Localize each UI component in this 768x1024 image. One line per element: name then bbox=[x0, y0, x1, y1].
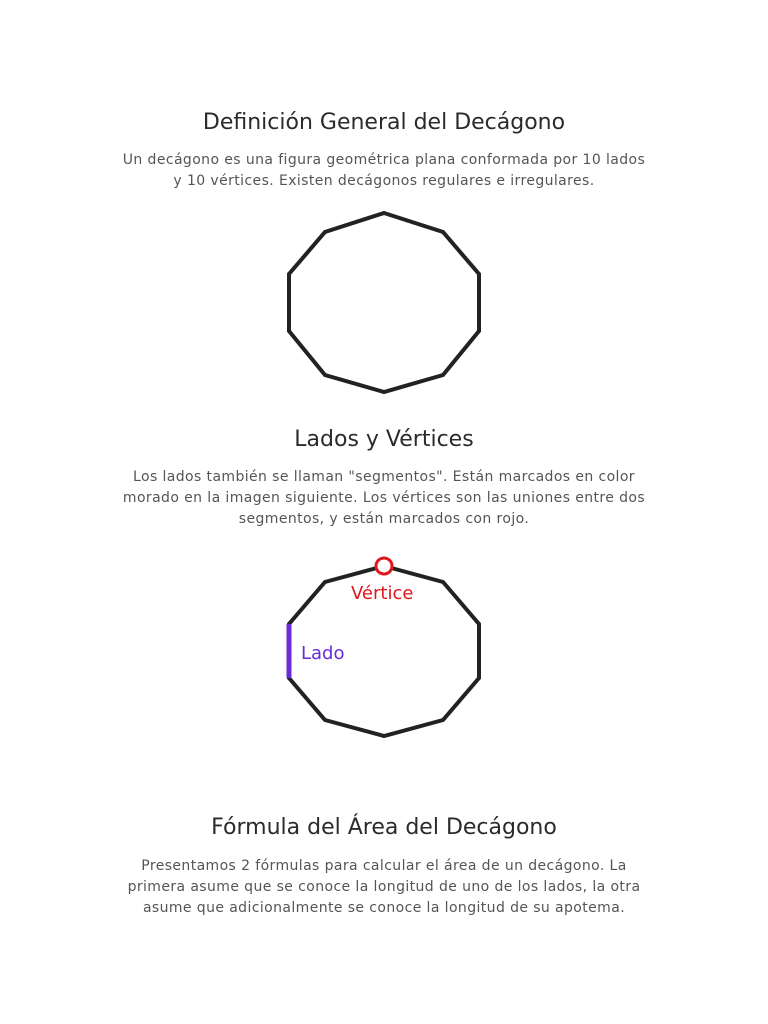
definition-line-1: Un decágono es una figura geométrica plana conformada por 10 lados bbox=[122, 152, 646, 168]
definition-line-2: y 10 vértices. Existen decágonos regulares e irregulares. bbox=[173, 173, 595, 189]
area-formula-paragraph bbox=[104, 856, 664, 919]
sides-line-1: Los lados también se llaman "segmentos". Están marcados en color bbox=[133, 469, 635, 485]
area-line-3: asume que adicionalmente se conoce la longitud de su apotema. bbox=[142, 900, 626, 916]
section-title-area-formula: Fórmula del Área del Decágono bbox=[211, 815, 557, 840]
section-title-sides-vertices: Lados y Vértices bbox=[294, 427, 474, 452]
definition-paragraph bbox=[104, 150, 664, 192]
sides-line-2: morado en la imagen siguiente. Los vértices son las uniones entre dos bbox=[122, 490, 646, 506]
sides-vertices-paragraph bbox=[104, 467, 664, 530]
decagon-figure bbox=[0, 200, 768, 410]
area-line-2: primera asume que se conoce la longitud de uno de los lados, la otra bbox=[127, 879, 641, 895]
vertex-label: Vértice bbox=[351, 583, 414, 604]
area-line-1: Presentamos 2 fórmulas para calcular el área de un decágono. La bbox=[141, 858, 627, 874]
highlighted-vertex bbox=[376, 558, 392, 574]
labeled-decagon-figure bbox=[0, 550, 768, 750]
decagon-outline bbox=[289, 213, 479, 392]
sides-line-3: segmentos, y están marcados con rojo. bbox=[238, 511, 530, 527]
side-label: Lado bbox=[301, 643, 345, 664]
section-title-definition: Definición General del Decágono bbox=[202, 110, 566, 135]
